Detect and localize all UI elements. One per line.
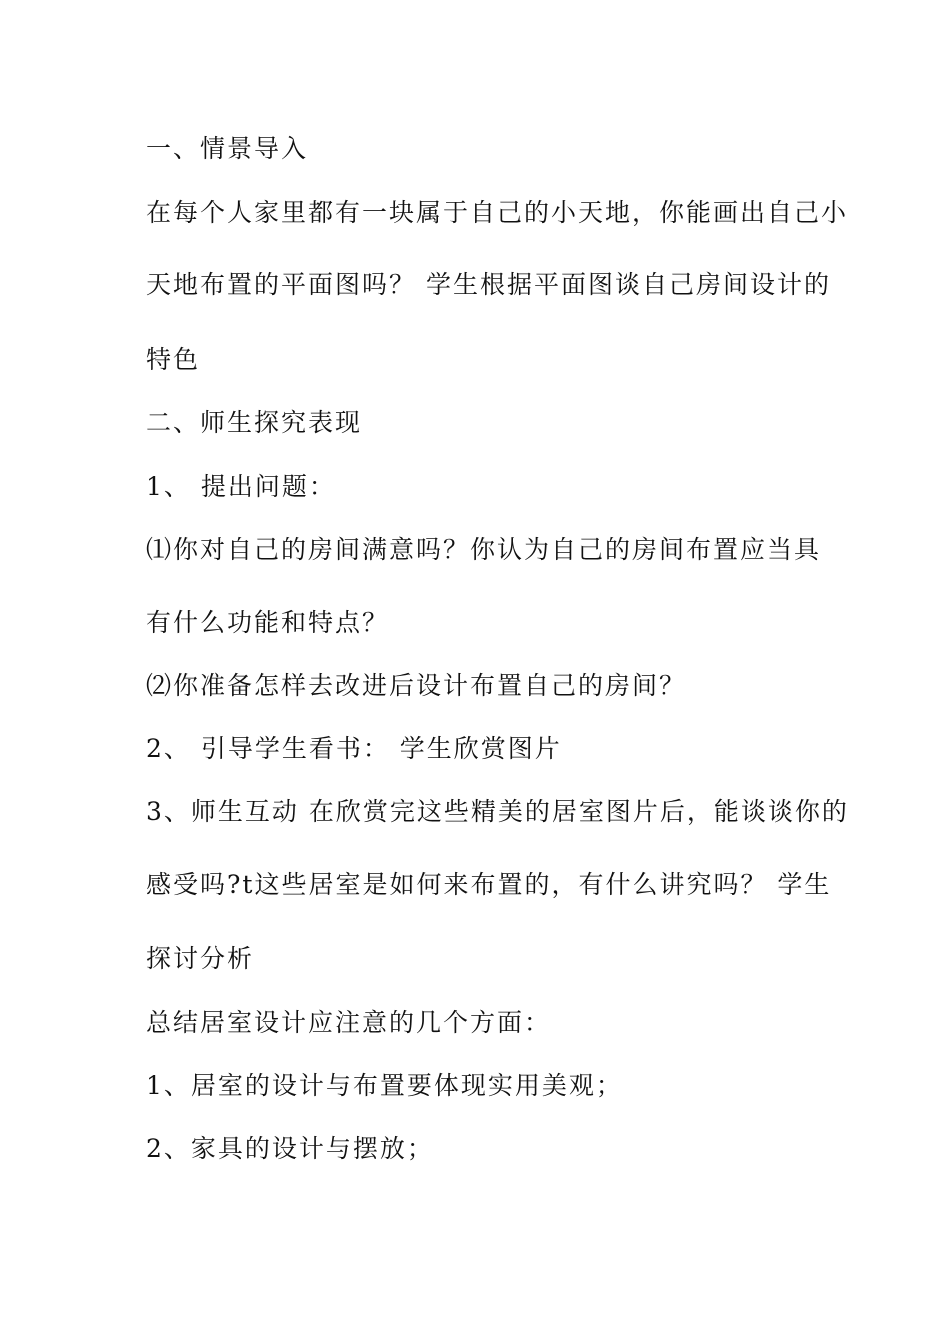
list-item: 1、 提出问题： (146, 472, 336, 501)
paragraph-line: 天地布置的平面图吗？ 学生根据平面图谈自己房间设计的 (146, 270, 831, 299)
list-item: 2、家具的设计与摆放； (146, 1134, 434, 1163)
paragraph-line: 特色 (146, 345, 201, 374)
paragraph-line: 感受吗?t这些居室是如何来布置的，有什么讲究吗？ 学生 (146, 870, 832, 899)
heading-situation-intro: 一、情景导入 (146, 134, 309, 163)
list-item: 2、 引导学生看书： 学生欣赏图片 (146, 734, 562, 763)
paragraph-line: ⑴你对自己的房间满意吗？你认为自己的房间布置应当具 (146, 535, 822, 564)
paragraph-line: 探讨分析 (146, 944, 255, 973)
paragraph-line: 总结居室设计应注意的几个方面： (146, 1008, 552, 1037)
paragraph-line: 在每个人家里都有一块属于自己的小天地，你能画出自己小 (146, 198, 849, 227)
list-item: 1、居室的设计与布置要体现实用美观； (146, 1071, 623, 1100)
paragraph-line: ⑵你准备怎样去改进后设计布置自己的房间？ (146, 671, 687, 700)
paragraph-line: 有什么功能和特点？ (146, 608, 390, 637)
heading-explore: 二、师生探究表现 (146, 408, 363, 437)
list-item: 3、师生互动 在欣赏完这些精美的居室图片后，能谈谈你的 (146, 797, 849, 826)
